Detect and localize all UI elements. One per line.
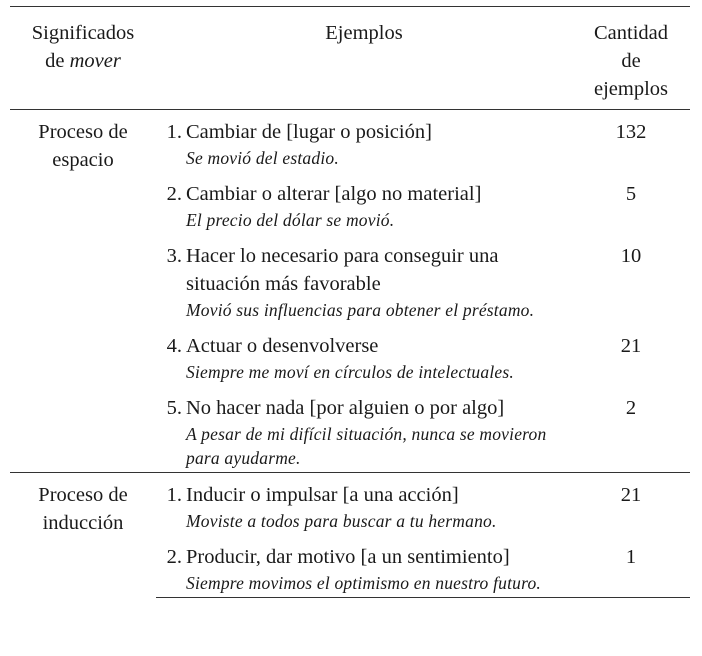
sense-example: El precio del dólar se movió. (186, 210, 395, 230)
header-count-line2: de (621, 50, 641, 72)
sense-cell (156, 110, 572, 173)
sense-count: 21 (620, 335, 642, 357)
header-meanings-prefix: de (45, 50, 70, 72)
sense-example: Movió sus influencias para obtener el préstamo. (186, 300, 535, 320)
sense-definition: No hacer nada [por alguien o por algo] (186, 397, 505, 419)
sense-definition: Hacer lo necesario para conseguir una situación más favorable (186, 245, 499, 295)
sense-count: 2 (625, 397, 637, 419)
sense-definition: Actuar o desenvolverse (186, 335, 379, 357)
sense-cell (156, 324, 572, 386)
header-meanings (10, 7, 156, 110)
group-label-induction (10, 473, 156, 598)
header-count-line1: Cantidad (593, 22, 668, 44)
group-label-line1: Proceso de (38, 484, 128, 506)
sense-number: 3. (166, 245, 182, 267)
sense-example: Siempre me moví en círculos de intelectuales. (186, 362, 514, 382)
sense-cell (156, 234, 572, 324)
header-count (572, 7, 690, 110)
header-examples: Ejemplos (156, 7, 572, 110)
header-meanings-verb: mover (69, 50, 121, 72)
sense-definition: Inducir o impulsar [a una acción] (186, 484, 459, 506)
sense-count: 132 (572, 110, 690, 173)
group-label-line2: espacio (52, 149, 114, 171)
sense-number: 2. (166, 183, 182, 205)
header-row (10, 7, 690, 110)
sense-cell (156, 172, 572, 234)
sense-count: 21 (572, 473, 690, 536)
sense-number: 4. (166, 335, 182, 357)
group-label-line2: inducción (42, 512, 124, 534)
group-label-line1: Proceso de (38, 121, 128, 143)
sense-example: A pesar de mi difícil situación, nunca se movieron para ayudarme. (186, 424, 547, 468)
table-row (10, 473, 690, 536)
sense-example: Siempre movimos el optimismo en nuestro futuro. (186, 573, 541, 593)
sense-count: 1 (572, 535, 690, 598)
sense-number: 1. (166, 484, 182, 506)
header-meanings-line1: Significados (31, 22, 135, 44)
sense-example: Moviste a todos para buscar a tu hermano. (186, 511, 497, 531)
table-row (10, 110, 690, 173)
sense-number: 1. (166, 121, 182, 143)
sense-count: 10 (620, 245, 642, 267)
sense-definition: Cambiar de [lugar o posición] (186, 121, 432, 143)
sense-count: 5 (625, 183, 637, 205)
sense-cell (156, 535, 572, 598)
sense-example: Se movió del estadio. (186, 148, 339, 168)
sense-number: 5. (166, 397, 182, 419)
sense-definition: Producir, dar motivo [a un sentimiento] (186, 546, 510, 568)
group-label-space (10, 110, 156, 473)
sense-definition: Cambiar o alterar [algo no material] (186, 183, 482, 205)
sense-number: 2. (166, 546, 182, 568)
sense-cell (156, 386, 572, 473)
header-count-line3: ejemplos (593, 78, 668, 100)
meanings-table (10, 6, 690, 598)
sense-cell (156, 473, 572, 536)
